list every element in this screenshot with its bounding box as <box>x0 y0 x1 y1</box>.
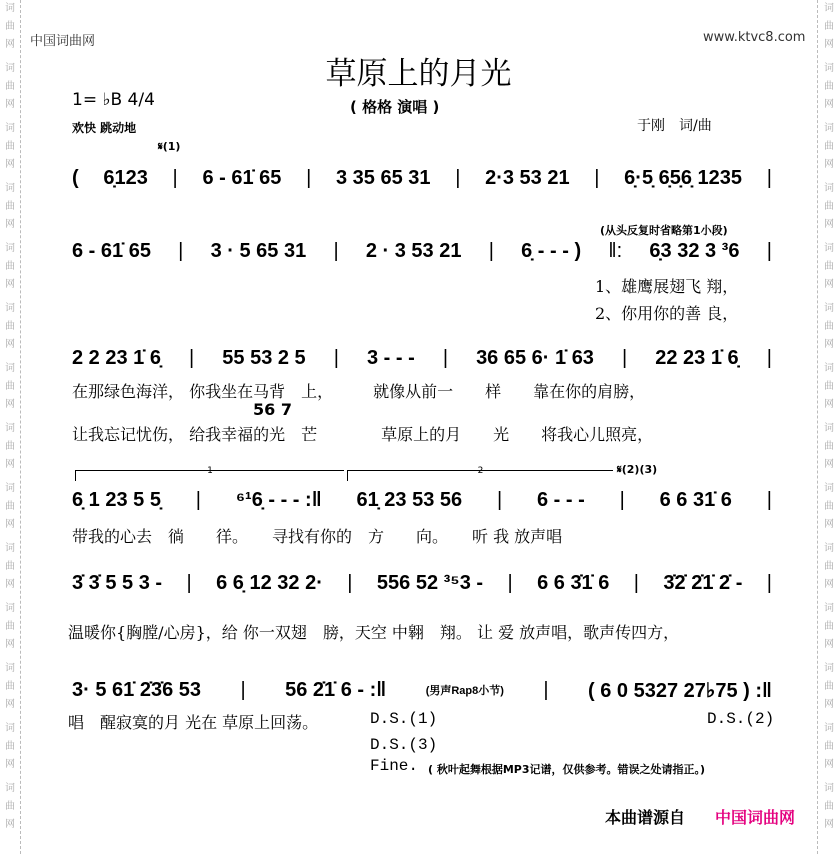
measure: 2 2 23 1̇ 6̣ <box>72 346 161 369</box>
measure: 6̣ 1 23 5 5̣ <box>72 488 161 511</box>
barline: | <box>240 678 246 701</box>
volta-1-label: 1 <box>207 466 213 476</box>
tempo-marking: 欢快 跳动地 <box>72 121 137 135</box>
barline: | <box>333 239 339 262</box>
measure: ⁶¹6̣ - - - :‖ <box>235 488 322 511</box>
score-row <box>72 237 772 265</box>
measure: 22 23 1̇ 6̣ <box>655 346 739 369</box>
measure: 2 · 3 53 21 <box>365 239 462 262</box>
barline: | <box>766 346 772 369</box>
watermark-right: 词 曲 网 词 曲 网 词 曲 网 词 曲 网 词 曲 网 词 曲 网 词 曲 网 词 曲 网 词 曲 网 词 曲 网 词 曲 网 词 曲 网 词 曲 网 词 曲 网 <box>824 3 834 830</box>
barline: | <box>172 166 178 189</box>
barline: | <box>766 166 772 189</box>
measure: 6 6̣ 12 32 2· <box>216 571 323 594</box>
lyric-verse2-intro: 2、你用你的善 良， <box>595 304 739 323</box>
measure: 2·3 53 21 <box>485 166 570 189</box>
measure: 6 - 61̇ 65 <box>72 239 151 262</box>
measure: 6 6 3̇1̇ 6 <box>537 571 610 594</box>
volta-2 <box>347 466 613 481</box>
measure: 6̣123 <box>103 166 148 189</box>
barline: | <box>189 346 195 369</box>
barline: | <box>186 571 192 594</box>
barline: | <box>507 571 513 594</box>
measure: 61̣ 23 53 56 <box>356 488 463 511</box>
measure: 6 6 31̇ 6 <box>659 488 732 511</box>
score-row <box>72 676 772 704</box>
footer-brand[interactable]: 中国词曲网 <box>715 808 796 827</box>
fine: Fine. <box>370 757 419 775</box>
measure: 3̇2̇ 2̇1̇ 2̇ - <box>663 571 743 594</box>
measure: 6̣ - - - ) <box>521 239 582 262</box>
barline: | <box>195 488 201 511</box>
barline: | <box>347 571 353 594</box>
watermark-left: 词 曲 网 词 曲 网 词 曲 网 词 曲 网 词 曲 网 词 曲 网 词 曲 网 词 曲 网 词 曲 网 词 曲 网 词 曲 网 词 曲 网 词 曲 网 词 曲 网 <box>5 3 15 830</box>
barline: | <box>442 346 449 369</box>
ds-2: D.S.(2) <box>707 710 775 728</box>
alt-notes: 56 7 <box>253 400 292 419</box>
measure: 556 52 ³⁵3 - <box>376 571 484 594</box>
barline: | <box>633 571 639 594</box>
measure: ( <box>72 166 79 189</box>
site-name[interactable]: 中国词曲网 <box>30 34 96 49</box>
right-border <box>817 0 818 854</box>
ds-3: D.S.(3) <box>370 736 438 754</box>
score-row <box>72 486 772 514</box>
barline: | <box>766 571 772 594</box>
barline: | <box>178 239 184 262</box>
barline: | <box>766 488 772 511</box>
measure: 3̇ 3̇ 5 5 3 - <box>72 571 163 594</box>
measure: 55 53 2 5 <box>222 346 306 369</box>
measure: (男声Rap8小节) <box>425 685 504 697</box>
barline: | <box>488 239 494 262</box>
singer: ( 格格 演唱 ) <box>350 98 440 116</box>
barline: | <box>621 346 628 369</box>
song-title: 草原上的月光 <box>325 56 512 92</box>
transcriber-note: ( 秋叶起舞根据MP3记谱，仅供参考。错误之处请指正。) <box>428 763 706 776</box>
score-row <box>72 344 772 372</box>
measure: 3 · 5 65 31 <box>210 239 307 262</box>
lyric-row3-verse1: 在那绿色海洋， 你我坐在马背 上， 就像从前一 样 靠在你的肩膀， <box>72 382 646 401</box>
barline: | <box>455 166 461 189</box>
measure: 6 - - - <box>536 488 585 511</box>
key-signature: 1= ♭B 4/4 <box>72 90 155 110</box>
author: 于刚 词/曲 <box>637 118 712 134</box>
measure: 3 - - - <box>366 346 415 369</box>
lyric-verse1-intro: 1、雄鹰展翅飞 翔， <box>595 277 739 296</box>
repeat-note: (从头反复时省略第1小段) <box>600 224 728 237</box>
measure: 3· 5 61̇ 2̇3̇6 53 <box>72 678 201 701</box>
score-row <box>72 569 772 597</box>
barline: | <box>496 488 503 511</box>
lyric-row3-verse2: 让我忘记忧伤， 给我幸福的光 芒 草原上的月 光 将我心儿照亮， <box>72 425 654 444</box>
lyric-row4: 带我的心去 徜 徉。 寻找有你的 方 向。 听 我 放声唱 <box>72 527 563 546</box>
measure: ( 6 0 5327 27♭75 ) :‖ <box>588 679 772 702</box>
barline: | <box>619 488 625 511</box>
barline: | <box>306 166 312 189</box>
barline: | <box>766 239 772 262</box>
left-border <box>20 0 21 854</box>
lyric-row6: 唱 醒寂寞的月 光在 草原上回荡。 <box>68 713 319 732</box>
barline: ‖: <box>608 239 623 262</box>
measure: 6̣3 32 3 ³6 <box>649 239 740 262</box>
score-row <box>72 164 772 192</box>
measure: 6̣·5̣ 6̣5̣6̣ 1235 <box>624 166 743 189</box>
segno-2-3: 𝄋(2)(3) <box>617 463 658 476</box>
volta-1 <box>75 466 344 481</box>
volta-2-label: 2 <box>477 466 484 476</box>
barline: | <box>543 678 549 701</box>
measure: 56 2̇1̇ 6 - :‖ <box>285 678 387 701</box>
measure: 3 35 65 31 <box>335 166 431 189</box>
barline: | <box>333 346 339 369</box>
ds-1: D.S.(1) <box>370 710 438 728</box>
footer-label: 本曲谱源自 <box>605 808 686 827</box>
lyric-row5: 温暖你{胸膛/心房}，给 你一双翅 膀，天空 中翱 翔。 让 爱 放声唱，歌声传四方， <box>68 623 680 642</box>
measure: 36 65 6· 1̇ 63 <box>476 346 594 369</box>
barline: | <box>594 166 600 189</box>
measure: 6 - 61̇ 65 <box>202 166 282 189</box>
site-url[interactable]: www.ktvc8.com <box>703 30 806 45</box>
segno-1: 𝄋(1) <box>158 140 181 153</box>
